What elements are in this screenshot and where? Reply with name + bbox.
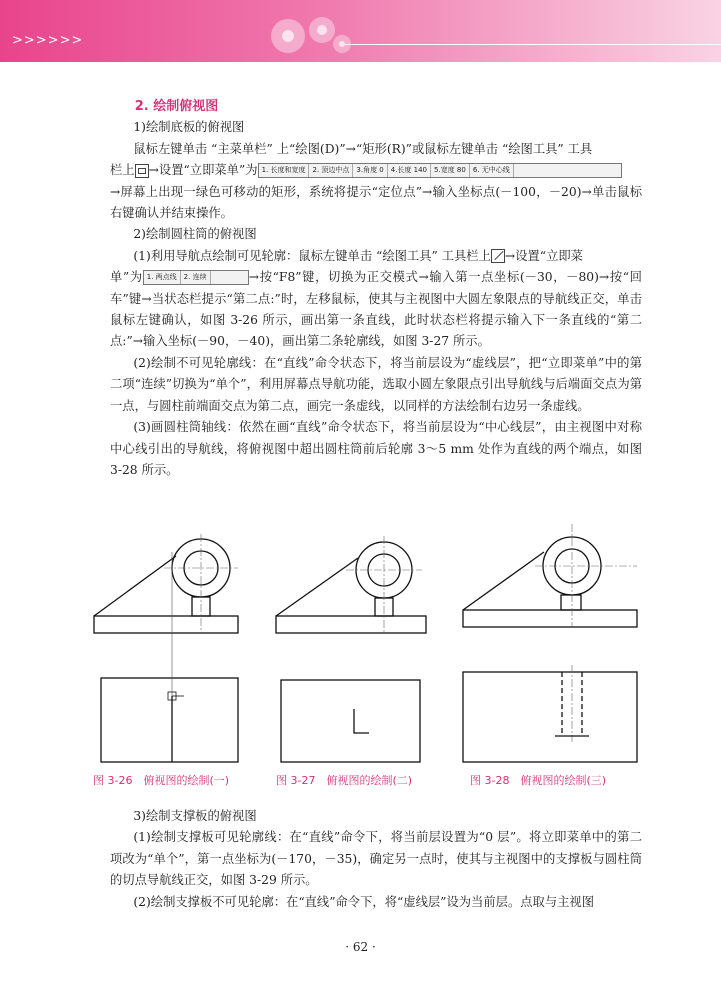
figure-caption: 图 3-26 俯视图的绘制(一) (93, 774, 230, 787)
main-text (110, 96, 642, 481)
figure-3-27 (276, 536, 426, 762)
toolbar-field: 1. 两点线 (144, 271, 181, 284)
toolbar-field: 4.长度 140 (388, 164, 431, 177)
chevron-decoration: >>>>>> (12, 33, 84, 48)
figure-3-26 (94, 534, 238, 762)
text-run: 栏上 (110, 163, 135, 178)
paragraph: →屏幕上出现一绿色可移动的矩形，系统将提示“定位点”→输入坐标点(－100，－20)→单击鼠标右键确认并结束操作。 (110, 184, 642, 221)
text-run: →设置“立即菜 (504, 248, 583, 263)
toolbar-field: 2. 连续 (181, 271, 211, 284)
text-run: →设置“立即菜单”为 (148, 163, 258, 178)
immediate-menu-toolbar (258, 163, 622, 178)
paragraph: (3)画圆柱筒轴线：依然在画“直线”命令状态下，将当前层设为“中心线层”，由主视图中对称中心线引出的导航线，将俯视图中超出圆柱筒前后轮廓 3～5 mm 处作为直线的两个端点，如图 3-28 所示。 (110, 420, 642, 477)
figure-caption: 图 3-27 俯视图的绘制(二) (276, 774, 413, 787)
paragraph: (2)绘制不可见轮廓线：在“直线”命令状态下，将当前层设为“虚线层”，把“立即菜单”中的第二项“连续”切换为“单个”，利用屏幕点导航功能，选取小圆左象限点引出导航线与后端面交点为第一点，与圆柱前端面交点为第二点，画完一条虚线，以同样的方法绘制右边另一条虚线。 (110, 355, 642, 413)
text-run: →按“F8”键，切换为正交模式→输入第一点坐标(－30，－80)→按“回车”键→当状态栏提示“第二点:”时，左移鼠标，使其与主视图中大圆左象限点的导航线正交，单击鼠标左键确认，如图 3-26 所示，画出第一条直线，此时状态栏将提示输入下一条直线的“第二点:”→输入坐标(－90，－40)，画出第二条轮廓线，如图 3-27 所示。 (110, 270, 642, 349)
subsection-title: 2)绘制圆柱筒的俯视图 (133, 227, 257, 242)
section-title: 2. 绘制俯视图 (134, 99, 219, 114)
subsection-title: 3)绘制支撑板的俯视图 (133, 809, 257, 823)
paragraph (110, 160, 642, 181)
subsection-title: 1)绘制底板的俯视图 (133, 120, 245, 135)
page-header (0, 0, 721, 62)
paragraph (110, 246, 642, 267)
toolbar-field: 2. 顶边中点 (309, 164, 353, 177)
paragraph: (1)绘制支撑板可见轮廓线：在“直线”命令下，将当前层设置为“0 层”。将立即菜单中的第二项改为“单个”，第一点坐标为(－170，－35)，确定另一点时，使其与主视图中的支撑板与圆柱筒的切点导航线正交，如图 3-29 所示。 (110, 830, 642, 888)
line-tool-icon (491, 249, 505, 263)
page-number: · 62 · (345, 940, 376, 954)
toolbar-field: 3.角度 0 (353, 164, 387, 177)
paragraph: (2)绘制支撑板不可见轮廓：在“直线”命令下，将“虚线层”设为当前层。点取与主视图 (133, 894, 595, 909)
toolbar-field: 1. 长度和宽度 (259, 164, 310, 177)
figures-3-26-to-3-28 (88, 520, 648, 782)
paragraph: 鼠标左键单击 “主菜单栏” 上“绘图(D)”→“矩形(R)”或鼠标左键单击 “绘图工具” 工具 (133, 141, 593, 156)
gear-icon (260, 6, 360, 62)
text-run: (1)利用导航点绘制可见轮廓：鼠标左键单击 “绘图工具” 工具栏上 (133, 248, 491, 263)
immediate-menu-toolbar (143, 270, 249, 285)
toolbar-field: 5.宽度 80 (431, 164, 470, 177)
header-rule (345, 44, 721, 45)
text-run: 单”为 (110, 270, 143, 285)
main-text-continued (110, 806, 642, 913)
figure-caption: 图 3-28 俯视图的绘制(三) (470, 774, 607, 787)
rectangle-tool-icon (135, 164, 149, 178)
figure-3-28 (463, 524, 637, 762)
paragraph (110, 267, 642, 353)
toolbar-field: 6. 无中心线 (470, 164, 514, 177)
